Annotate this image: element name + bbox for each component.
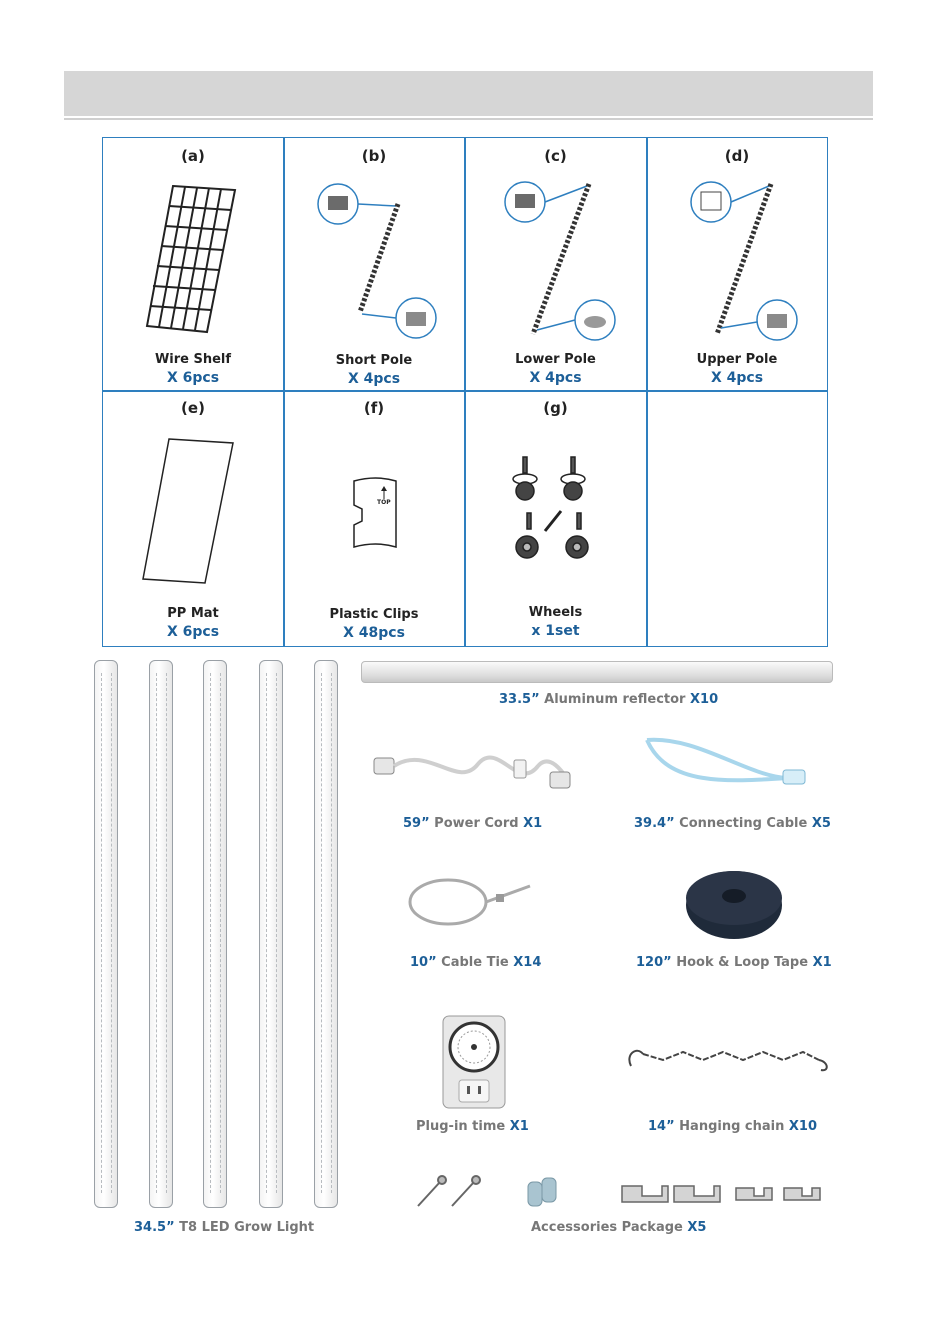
short-pole-image <box>312 180 442 350</box>
part-letter: (a) <box>181 147 205 165</box>
led-grow-light-tube <box>149 660 173 1208</box>
part-name: Short Pole <box>335 353 413 368</box>
part-name: Wire Shelf <box>154 352 232 367</box>
grow-light-size: 34.5” <box>134 1220 175 1235</box>
grow-light-name: T8 LED Grow Light <box>179 1220 315 1235</box>
connecting-cable-qty: X5 <box>811 816 831 831</box>
power-cord-qty: X1 <box>523 816 543 831</box>
timer-caption <box>416 1119 529 1134</box>
part-quantity: X 4pcs <box>710 370 764 386</box>
hanging-chain-qty: X10 <box>788 1119 818 1134</box>
parts-grid <box>102 137 828 647</box>
reflector-caption <box>499 692 718 707</box>
part-name: Lower Pole <box>515 352 596 367</box>
wire-shelf-image <box>141 180 241 340</box>
reflector-size: 33.5” <box>499 692 540 707</box>
connecting-cable-size: 39.4” <box>634 816 675 831</box>
wheels-image <box>505 453 605 573</box>
part-cell-wheels <box>465 391 646 646</box>
hook-loop-tape-caption <box>636 955 832 970</box>
part-name: PP Mat <box>167 606 219 621</box>
connecting-cable-image <box>637 726 817 796</box>
cable-tie-image <box>404 872 536 932</box>
led-grow-light-tube <box>259 660 283 1208</box>
hook-loop-tape-qty: X1 <box>812 955 832 970</box>
part-cell-lower-pole <box>465 138 646 390</box>
part-cell-wire-shelf <box>103 138 283 390</box>
led-grow-light-tube <box>203 660 227 1208</box>
accessories-package-name: Accessories Package <box>531 1220 683 1235</box>
part-quantity: X 4pcs <box>347 371 401 387</box>
grow-light-caption <box>134 1220 314 1235</box>
connecting-cable-name: Connecting Cable <box>679 816 808 831</box>
power-cord-caption <box>403 816 542 831</box>
reflector-qty: X10 <box>690 692 719 707</box>
cable-tie-qty: X14 <box>513 955 542 970</box>
part-quantity: X 48pcs <box>343 625 405 641</box>
header-divider <box>64 118 873 120</box>
part-cell-plastic-clips <box>284 391 464 646</box>
timer-name: Plug-in time <box>416 1119 506 1134</box>
reflector-name: Aluminum reflector <box>544 692 686 707</box>
part-quantity: X 6pcs <box>166 624 220 640</box>
cable-tie-caption <box>410 955 541 970</box>
cable-tie-name: Cable Tie <box>441 955 509 970</box>
part-cell-short-pole <box>284 138 464 390</box>
part-cell-empty <box>647 391 827 646</box>
part-letter: (c) <box>544 147 567 165</box>
hook-loop-tape-size: 120” <box>636 955 672 970</box>
part-cell-pp-mat <box>103 391 283 646</box>
part-letter: (g) <box>543 399 568 417</box>
hook-loop-tape-name: Hook & Loop Tape <box>676 955 809 970</box>
part-letter: (f) <box>363 399 385 417</box>
accessories-package-caption <box>531 1220 706 1235</box>
power-cord-name: Power Cord <box>434 816 519 831</box>
part-cell-upper-pole <box>647 138 827 390</box>
plastic-clip-image <box>348 475 408 555</box>
hanging-chain-image <box>623 1040 833 1076</box>
part-quantity: x 1set <box>531 623 580 639</box>
section-header-bar <box>64 71 873 116</box>
plug-in-timer-image <box>441 1014 507 1110</box>
part-name: Upper Pole <box>696 352 778 367</box>
hanging-chain-name: Hanging chain <box>679 1119 785 1134</box>
hanging-chain-caption <box>648 1119 817 1134</box>
power-cord-size: 59” <box>403 816 430 831</box>
part-letter: (d) <box>724 147 750 165</box>
accessories-package-image <box>410 1172 830 1212</box>
part-name: Wheels <box>528 605 583 620</box>
accessories-package-qty: X5 <box>687 1220 707 1235</box>
connecting-cable-caption <box>634 816 831 831</box>
part-letter: (e) <box>181 399 205 417</box>
hook-loop-tape-image <box>682 868 786 942</box>
hanging-chain-size: 14” <box>648 1119 675 1134</box>
part-letter: (b) <box>361 147 387 165</box>
pp-mat-image <box>139 431 239 591</box>
power-cord-image <box>368 734 580 806</box>
aluminum-reflector-image <box>361 661 833 683</box>
led-grow-light-tube <box>314 660 338 1208</box>
part-quantity: X 4pcs <box>529 370 582 386</box>
part-quantity: X 6pcs <box>166 370 220 386</box>
cable-tie-size: 10” <box>410 955 437 970</box>
lower-pole-image <box>503 178 623 348</box>
upper-pole-image <box>685 178 805 348</box>
part-name: Plastic Clips <box>329 607 419 622</box>
led-grow-light-tube <box>94 660 118 1208</box>
timer-qty: X1 <box>509 1119 529 1134</box>
clip-top-label: TOP <box>377 499 391 506</box>
